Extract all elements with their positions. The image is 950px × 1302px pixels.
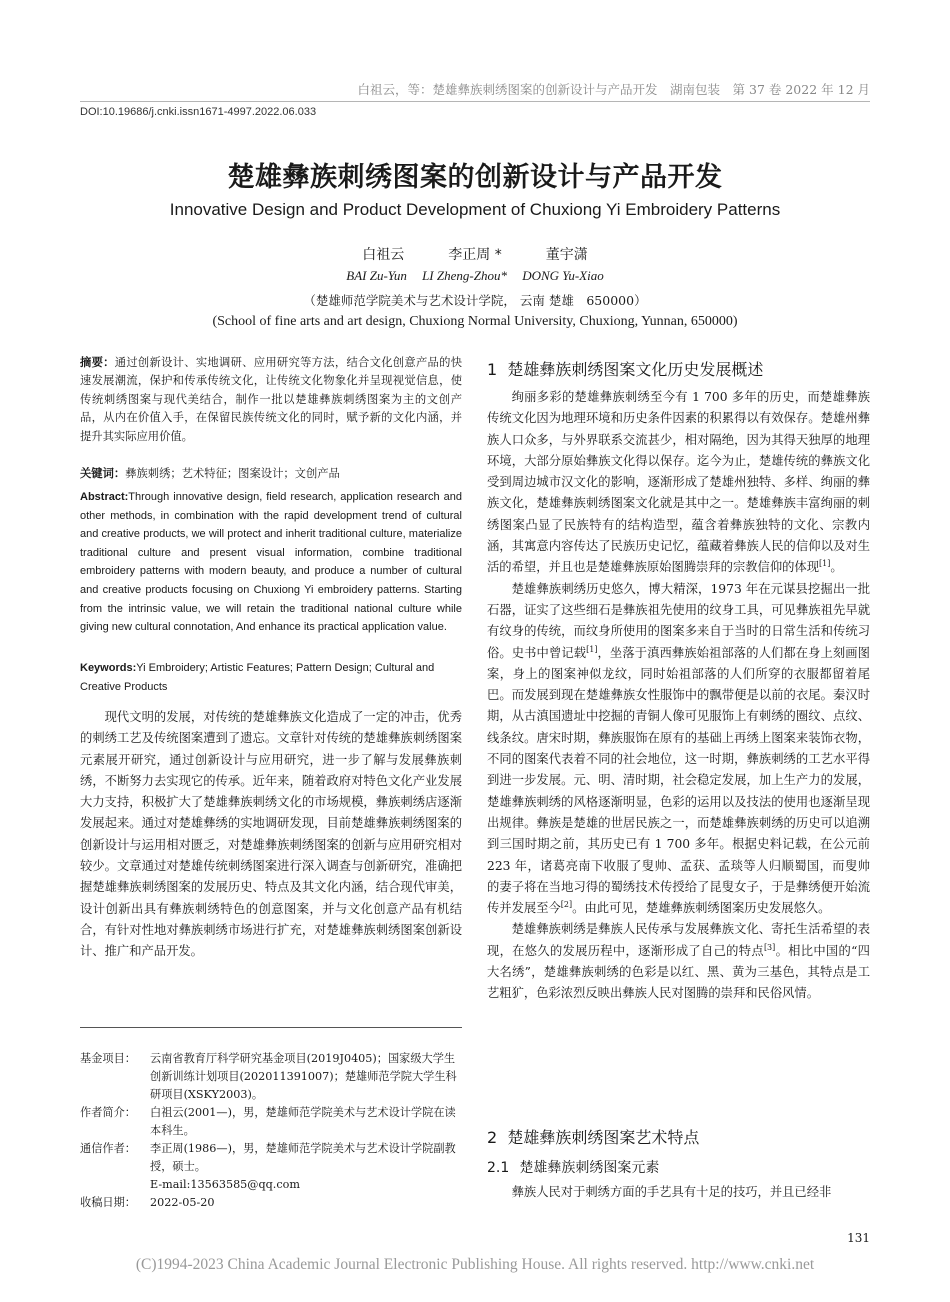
section-title: 楚雄彝族刺绣图案艺术特点 (507, 1128, 700, 1147)
footnote-label: 基金项目： (80, 1052, 136, 1065)
author-cn-1: 白祖云 (362, 247, 405, 263)
footnote-label: 收稿日期： (80, 1196, 136, 1209)
title-en: Innovative Design and Product Development of Chuxiong Yi Embroidery Patterns (169, 200, 781, 219)
footnote-label: 通信作者： (80, 1142, 136, 1155)
abstract-en (80, 488, 462, 637)
section-title: 楚雄彝族刺绣图案文化历史发展概述 (507, 360, 764, 379)
keywords-en-text: Yi Embroidery; Artistic Features; Pattern Design; Cultural and Creative Products (80, 662, 435, 693)
footnote-email (80, 1176, 462, 1194)
paragraph-text: 楚雄彝族刺绣是彝族人民传承与发展彝族文化、寄托生活希望的表现，在悠久的发展历程中，逐渐形成了自己的特点 (487, 922, 870, 958)
citation-ref: [2] (560, 900, 573, 910)
footnote-label: 作者简介： (80, 1106, 136, 1119)
keywords-cn-label: 关键词： (80, 467, 126, 480)
section-2-1-heading (487, 1157, 870, 1177)
citation-ref: [3] (763, 942, 776, 952)
footnote-value: 2022-05-20 (150, 1196, 215, 1209)
subsection-title: 楚雄彝族刺绣图案元素 (519, 1160, 660, 1176)
introduction (80, 707, 462, 963)
footnote-received (80, 1194, 462, 1212)
affiliation-cn: （楚雄师范学院美术与艺术设计学院， 云南 楚雄 650000） (303, 293, 647, 308)
citation-ref: [1] (819, 559, 831, 569)
section-1-paragraph-3 (487, 919, 870, 1004)
footnote-value: 李正周(1986—)，男，楚雄师范学院美术与艺术设计学院副教授，硕士。 (150, 1142, 456, 1173)
keywords-en-label: Keywords: (80, 662, 137, 674)
keywords-en (80, 659, 462, 696)
paragraph-text: 楚雄彝族刺绣历史悠久，博大精深，1973 年在元谋县挖掘出一批石器，证实了这些细石是彝族祖先使用的纹身工具，可见彝族祖先早就有纹身的传统，而纹身所使用的图案多来自于当时的日常生活和传统习俗。史书中曾记载 (487, 581, 870, 660)
footnote-value: 云南省教育厅科学研究基金项目(2019J0405)；国家级大学生创新训练计划项目(202011391007)；楚雄师范学院大学生科研项目(XSKY2003)。 (150, 1052, 457, 1101)
author-en-3: DONG Yu-Xiao (522, 268, 604, 283)
abstract-en-text: Through innovative design, field research, application research and other methods, in combination with the rapid development trend of cultural and creative products, we will protect and inherit traditional culture, materialize traditional culture and present visual information, combine traditional embroidery patterns with modern beauty, and produce a number of cultural and creative products focusing on Chuxiong Yi embroidery patterns. Starting from the intrinsic value, we will retain the traditional national culture while giving new cultural connotation, And enhance its practical application value. (80, 491, 462, 634)
keywords-cn-text: 彝族刺绣；艺术特征；图案设计；文创产品 (125, 467, 340, 480)
section-1-paragraph-1 (487, 387, 870, 579)
section-1-heading (487, 357, 870, 380)
authors-cn (0, 244, 950, 264)
section-1-paragraph-2 (487, 579, 870, 920)
subsection-number: 2.1 (487, 1160, 510, 1176)
running-head: 白祖云，等：楚雄彝族刺绣图案的创新设计与产品开发 湖南包装 第 37 卷 2022 年 12 月 (357, 82, 870, 97)
section-2-heading (487, 1125, 870, 1148)
author-cn-2: 李正周 * (448, 247, 502, 263)
authors-en (0, 268, 950, 284)
paragraph-text: 。 (830, 560, 843, 575)
page-number: 131 (847, 1231, 870, 1245)
abstract-cn-text: 通过创新设计、实地调研、应用研究等方法，结合文化创意产品的快速发展潮流，保护和传承传统文化，让传统文化物象化并呈现视觉信息，使传统刺绣图案与现代美结合，制作一批以楚雄彝族刺绣图案为主的文创产品，从内在价值入手，在保留民族传统文化的同时，赋予新的文化内涵，并提升其实际应用价值。 (80, 356, 462, 443)
footnote-funding (80, 1050, 462, 1104)
section-number: 2 (487, 1128, 498, 1147)
section-1-body (487, 387, 870, 1005)
intro-paragraph: 现代文明的发展，对传统的楚雄彝族文化造成了一定的冲击，优秀的刺绣工艺及传统图案遭到了遗忘。文章针对传统的楚雄彝族刺绣图案元素展开研究，通过创新设计与应用研究，进一步了解与发展彝族刺绣，不断努力去实现它的传承。近年来，随着政府对特色文化产业发展大力支持，积极扩大了楚雄彝族刺绣文化的市场规模，彝族刺绣店逐渐发展起来。通过对楚雄彝绣的实地调研发现，目前楚雄彝族刺绣图案的创新设计与运用相对匮乏，对楚雄彝族刺绣图案的创新与应用研究相对较少。文章通过对楚雄传统刺绣图案进行深入调查与创新研究，准确把握楚雄彝族刺绣图案的发展历史、特点及其文化内涵，结合现代审美，设计创新出具有彝族刺绣特色的创意图案，并与文化创意产品有机结合，有针对性地对彝族刺绣市场进行扩充，对楚雄彝族刺绣图案创新设计、推广和产品开发。 (80, 710, 462, 959)
author-en-2: LI Zheng-Zhou* (422, 268, 507, 283)
paragraph-text: 。相比中国的“四大名绣”，楚雄彝族刺绣的色彩是以红、黑、黄为三基色，其特点是工艺粗犷，色彩浓烈反映出彝族人民对图腾的崇拜和民俗风情。 (487, 943, 870, 1001)
footnote-author-bio (80, 1104, 462, 1140)
footnote-value: E-mail:13563585@qq.com (150, 1178, 300, 1191)
paragraph-text: 。由此可见，楚雄彝族刺绣图案历史发展悠久。 (572, 901, 831, 916)
keywords-cn (80, 465, 462, 483)
doi: DOI:10.19686/j.cnki.issn1671-4997.2022.06.033 (80, 106, 317, 118)
section-2-1-body (487, 1182, 870, 1203)
footnote-rule (80, 1027, 462, 1028)
citation-ref: [1] (586, 644, 598, 654)
copyright-footer: (C)1994-2023 China Academic Journal Electronic Publishing House. All rights reserved. http://www.cnki.net (135, 1256, 815, 1273)
author-cn-3: 董宇潇 (545, 247, 588, 263)
affiliation-en: (School of fine arts and art design, Chuxiong Normal University, Chuxiong, Yunnan, 650000) (212, 314, 738, 329)
paragraph-text: 绚丽多彩的楚雄彝族刺绣至今有 1 700 多年的历史，而楚雄彝族传统文化因为地理环境和历史条件因素的积累得以有效保存。楚雄州彝族人口众多，与外界联系交流甚少，相对隔绝，因为其得天独厚的地理环境，大部分原始彝族文化得以保存。迄今为止，楚雄传统的彝族文化受到周边城市汉文化的影响，逐渐形成了楚雄州独特、多样、绚丽的彝族文化，楚雄彝族刺绣图案文化就是其中之一。楚雄彝族丰富绚丽的刺绣图案凸显了民族特有的结构造型，蕴含着彝族独特的文化、宗教内涵，其寓意内容传达了民族历史记忆，蕴藏着彝族人民的信仰以及对生活的希望，并且也是楚雄彝族原始图腾崇拜的宗教信仰的体现 (487, 390, 870, 575)
abstract-cn-label: 摘要： (80, 356, 115, 369)
section-2-1-paragraph-1: 彝族人民对于刺绣方面的手艺具有十足的技巧，并且已经非 (511, 1185, 832, 1199)
abstract-en-label: Abstract: (80, 491, 129, 503)
header-rule (80, 101, 870, 102)
abstract-cn (80, 354, 462, 446)
footnote-value: 白祖云(2001—)，男，楚雄师范学院美术与艺术设计学院在读本科生。 (150, 1106, 456, 1137)
footnote-corresponding (80, 1140, 462, 1176)
section-number: 1 (487, 360, 498, 379)
paragraph-text: ，坐落于滇西彝族始祖部落的人们都在身上刻画图案，身上的图案神似龙纹，同时始祖部落的人们所穿的衣服都留着尾巴。而发展到现在楚雄彝族女性服饰中的飘带便是以前的衣尾。秦汉时期，从古滇国遗址中挖掘的青铜人像可见服饰上有刺绣的圈纹、点纹、线条纹。唐宋时期，彝族服饰在原有的基础上再绣上图案来装饰衣物，不同的图案代表着不同的社会地位，这一时期，彝族刺绣的工艺水平得到进一步发展。元、明、清时期，社会稳定发展，加上生产力的发展，楚雄彝族刺绣的风格逐渐明显，色彩的运用以及技法的使用也逐渐呈现出规律。彝族是楚雄的世居民族之一，而楚雄彝族刺绣的历史可以追溯到三国时期之前，其历史已有 1 700 多年。根据史料记载，在公元前 223 年，诸葛亮南下收服了叟帅、孟获、孟琰等人归顺蜀国，而叟帅的妻子将在当地习得的蜀绣技术传授给了昆叟女子，于是彝绣便开始流传并发展至今 (487, 645, 870, 916)
title-cn: 楚雄彝族刺绣图案的创新设计与产品开发 (227, 162, 723, 193)
author-en-1: BAI Zu-Yun (346, 268, 407, 283)
